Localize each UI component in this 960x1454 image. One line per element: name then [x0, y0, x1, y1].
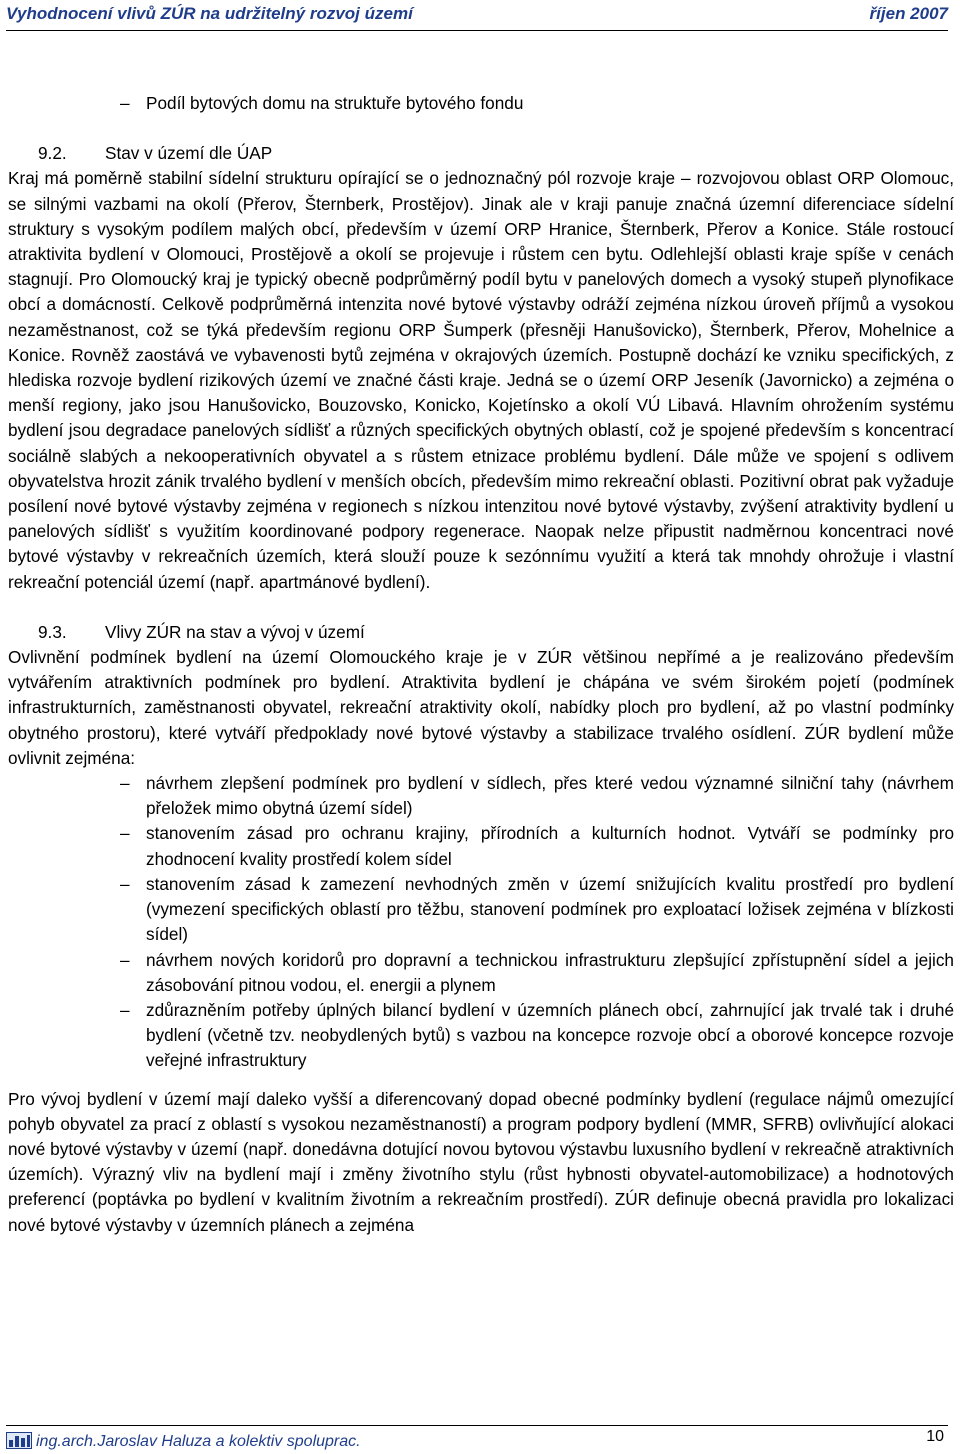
page-header — [6, 0, 948, 31]
page-content — [8, 91, 954, 1238]
intro-bullet: – Podíl bytových domu na struktuře bytového fondu — [8, 91, 954, 116]
dash-marker: – — [120, 93, 130, 113]
list-item: – návrhem nových koridorů pro dopravní a technickou infrastrukturu zlepšující zpřístupnění sídel a jejich zásobování pitnou vodou, el. energii a plynem — [120, 949, 954, 995]
section-body-9-3: Ovlivnění podmínek bydlení na území Olomouckého kraje je v ZÚR většinou nepřímé a je realizováno především vytvářením atraktivních podmínek pro bydlení. Atraktivita bydlení je chápána ve svém širokém pojetí (podmínek infrastrukturních, zaměstnanosti obyvatel, rekreační atraktivity okolí, nabídky ploch pro bydlení, až po vlastní podmínky obytného prostoru), které vytváří předpoklady nové bytové výstavby a stabilizace trvalého osídlení. ZÚR bydlení může ovlivnit zejména: — [8, 647, 954, 768]
effects-list — [8, 771, 954, 1073]
list-item: – zdůrazněním potřeby úplných bilancí bydlení v územních plánech obcí, zahrnující jak trvalé tak i druhé bydlení (včetně tzv. neobydlených bytů) s vazbou na koncepce rozvoje obcí a oborové koncepce rozvoje veřejné infrastruktury — [120, 999, 954, 1071]
list-item: – stanovením zásad k zamezení nevhodných změn v území snižujících kvalitu prostředí pro bydlení (vymezení specifických oblastí pro těžbu, stanovení podmínek pro exploatací ložisek zejména v blízkosti sídel) — [120, 873, 954, 945]
list-item: – stanovením zásad pro ochranu krajiny, přírodních a kulturních hodnot. Vytváří se podmínky pro zhodnocení kvality prostředí kolem sídel — [120, 823, 954, 869]
document-title: Vyhodnocení vlivů ZÚR na udržitelný rozvoj území — [6, 4, 413, 23]
section-heading-9-3: 9.3. Vlivy ZÚR na stav a vývoj v území — [38, 621, 365, 642]
closing-paragraph: Pro vývoj bydlení v území mají daleko vyšší a diferencovaný dopad obecné podmínky bydlení (regulace nájmů omezující pohyb obyvatel za prací z oblastí s vysokou nezaměstnaností) a program podpory bydlení (MMR, SFRB) ovlivňující alokaci nové bytové výstavby v území (např. donedávna dotující novou bytovou výstavbu luxusního bydlení v rekreačně atraktivních územích). Výrazný vliv na bydlení mají i změny životního stylu (růst hybnosti obyvatel-automobilizace) a hodnotových preferencí (poptávka po bydlení v kvalitním životním a rekreačním prostředí). ZÚR definuje obecná pravidla pro lokalizaci nové bytové výstavby v územních plánech a zejména — [8, 1088, 954, 1235]
section-body-9-2: Kraj má poměrně stabilní sídelní strukturu opírající se o jednoznačný pól rozvoje kraje – rozvojovou oblast ORP Olomouc, se silnými vazbami na okolí (Přerov, Šternberk, Prostějov). Jinak ale v kraji panuje značná územní diferenciace sídelní struktury s vysokým podílem malých obcí, především v území ORP Hranice, Šternberk, Přerov a Konice. Stále rostoucí atraktivita bydlení v Olomouci, Prostějově a okolí se projevuje i růstem cen bytu. Odlehlejší oblasti kraje spíše v cenách stagnují. Pro Olomoucký kraj je typický obecně podprůměrný podíl bytu v panelových domech a vysoký stupeň plynofikace obcí a domácností. Celkově podprůměrná intenzita nové bytové výstavby odráží zejména nízkou úroveň příjmů a vysokou nezaměstnanost, což se týká především regionu ORP Šumperk (přesněji Hanušovicko), Šternberk, Přerov, Mohelnice a Konice. Rovněž zaostává ve vybavenosti bytů zejména v okrajových územích. Postupně dochází ke vzniku specifických, z hlediska rozvoje bydlení rizikových území ve značné části kraje. Jedná se o území ORP Jeseník (Javornicko) a zejména o menší regiony, jako jsou Hanušovicko, Bouzovsko, Konicko, Kojetínsko a okolí VÚ Libavá. Hlavním ohrožením systému bydlení jsou degradace panelových sídlišť a různých specifických obytných oblastí, což je spojené především s koncentrací sociálně slabých a nekooperativních obyvatel a s růstem etnizace problému bydlení. Dále může ve spojení s odlivem obyvatelstva hrozit zánik trvalého bydlení v menších obcích, především mimo rekreační oblasti. Pozitivní obrat pak vyžaduje posílení nové bytové výstavby zejména v regionech s nízkou intenzitou nové bytové výstavby, zvýšení atraktivity bydlení u panelových sídlišť s využitím koordinované podpory regenerace. Naopak nelze připustit nadměrnou koncentraci nové bytové výstavby v rekreačních územích, která slouží pouze k sezónnímu využití a která tak mnohdy ohrožuje i vlastní rekreační potenciál území (např. apartmánové bydlení). — [8, 168, 954, 592]
footer-author: ing.arch.Jaroslav Haluza a kolektiv spoluprac. — [36, 1433, 361, 1450]
author-logo-icon — [6, 1432, 32, 1449]
page-number: 10 — [926, 1428, 944, 1445]
list-item: – návrhem zlepšení podmínek pro bydlení v sídlech, přes které vedou významné silniční tahy (návrhem přeložek mimo obytná území sídel) — [120, 773, 954, 819]
document-date: říjen 2007 — [869, 4, 948, 23]
section-heading-9-2: 9.2. Stav v území dle ÚAP — [38, 143, 273, 164]
page-footer — [6, 1425, 948, 1454]
